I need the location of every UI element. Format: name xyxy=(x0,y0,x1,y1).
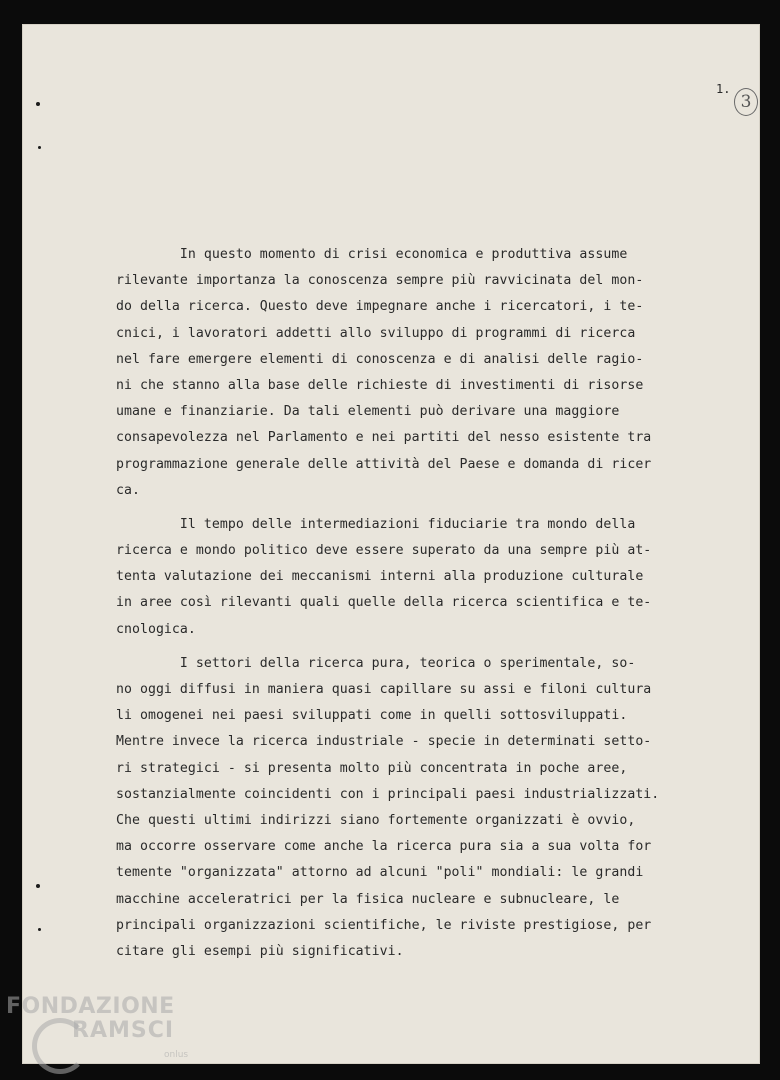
document-page xyxy=(22,24,760,1064)
text-line: ca. xyxy=(116,482,140,498)
punch-hole-mark xyxy=(36,102,40,106)
paragraph-2 xyxy=(116,512,756,643)
watermark-line-2: RAMSCI xyxy=(72,1018,175,1043)
punch-hole-mark xyxy=(38,146,41,149)
text-line: cnologica. xyxy=(116,621,196,637)
text-line: ri strategici - si presenta molto più concentrata in poche aree, xyxy=(116,760,628,776)
text-line: li omogenei nei paesi sviluppati come in quelli sottosviluppati. xyxy=(116,708,628,724)
text-line: umane e finanziarie. Da tali elementi può derivare una maggiore xyxy=(116,404,620,420)
text-line: I settori della ricerca pura, teorica o sperimentale, so- xyxy=(116,655,636,671)
punch-hole-mark xyxy=(36,884,40,888)
text-line: temente "organizzata" attorno ad alcuni "poli" mondiali: le grandi xyxy=(116,865,644,881)
text-line: sostanzialmente coincidenti con i principali paesi industrializzati. xyxy=(116,786,660,802)
folio-circle-mark: 3 xyxy=(734,88,758,116)
text-line: macchine acceleratrici per la fisica nucleare e subnucleare, le xyxy=(116,891,620,907)
archive-watermark xyxy=(2,994,202,1078)
text-line: programmazione generale delle attività del Paese e domanda di ricer xyxy=(116,456,652,472)
text-line: principali organizzazioni scientifiche, le riviste prestigiose, per xyxy=(116,917,652,933)
text-line: cnici, i lavoratori addetti allo sviluppo di programmi di ricerca xyxy=(116,325,636,341)
text-line: consapevolezza nel Parlamento e nei partiti del nesso esistente tra xyxy=(116,430,652,446)
text-line: citare gli esempi più significativi. xyxy=(116,943,404,959)
text-line: rilevante importanza la conoscenza sempre più ravvicinata del mon- xyxy=(116,273,644,289)
text-line: do della ricerca. Questo deve impegnare anche i ricercatori, i te- xyxy=(116,299,644,315)
watermark-suffix: onlus xyxy=(164,1050,189,1060)
text-line: ni che stanno alla base delle richieste di investimenti di risorse xyxy=(116,377,644,393)
paragraph-1 xyxy=(116,242,756,504)
text-line: in aree così rilevanti quali quelle della ricerca scientifica e te- xyxy=(116,595,652,611)
text-line: no oggi diffusi in maniera quasi capillare su assi e filoni cultura xyxy=(116,682,652,697)
punch-hole-mark xyxy=(38,928,41,931)
document-body xyxy=(116,242,756,973)
watermark-line-1: FONDAZIONE xyxy=(6,994,175,1019)
text-line: Che questi ultimi indirizzi siano fortemente organizzati è ovvio, xyxy=(116,812,636,828)
paragraph-3 xyxy=(116,651,756,965)
text-line: tenta valutazione dei meccanismi interni alla produzione culturale xyxy=(116,569,644,585)
text-line: nel fare emergere elementi di conoscenza e di analisi delle ragio- xyxy=(116,351,644,367)
page-number: 1. xyxy=(716,82,731,96)
text-line: ma occorre osservare come anche la ricerca pura sia a sua volta for xyxy=(116,839,652,855)
text-line: Mentre invece la ricerca industriale - specie in determinati setto- xyxy=(116,734,652,750)
text-line: ricerca e mondo politico deve essere superato da una sempre più at- xyxy=(116,543,652,559)
text-line: Il tempo delle intermediazioni fiduciarie tra mondo della xyxy=(116,516,636,532)
text-line: In questo momento di crisi economica e produttiva assume xyxy=(116,247,628,262)
